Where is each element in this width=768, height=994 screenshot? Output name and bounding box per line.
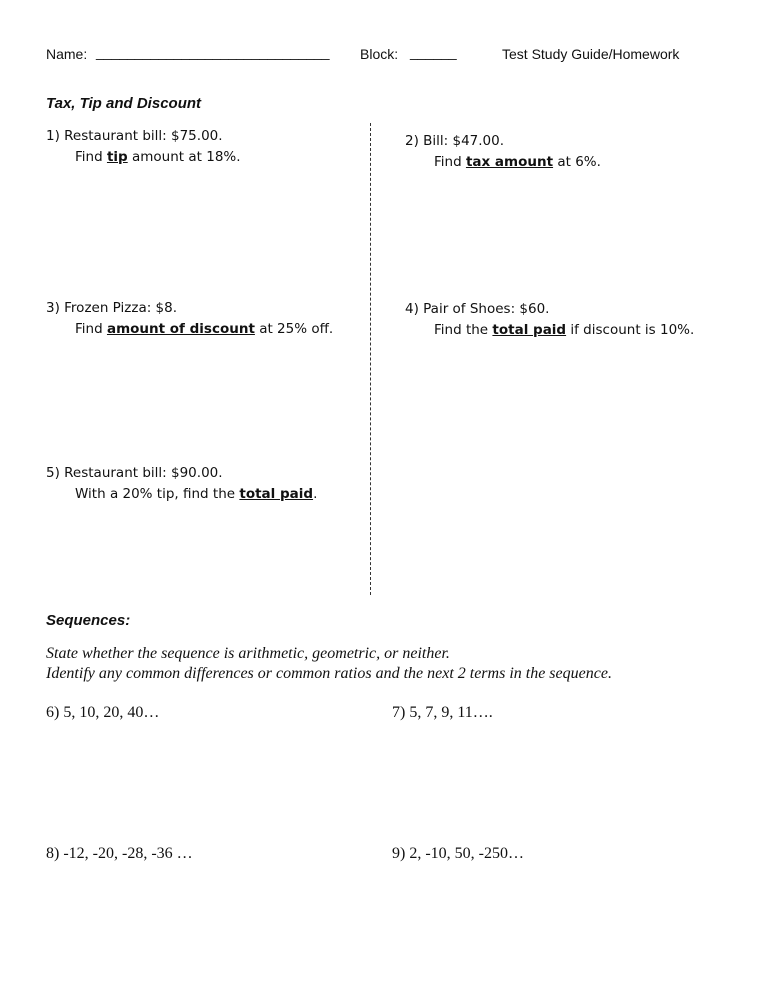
problem-5-post: .: [313, 486, 318, 502]
instruction-line-2: Identify any common differences or common ratios and the next 2 terms in the sequence.: [46, 665, 612, 682]
problem-4-post: if discount is 10%.: [566, 322, 695, 338]
name-blank[interactable]: ______________________________: [96, 44, 330, 60]
problem-7: 7) 5, 7, 9, 11….: [392, 704, 493, 721]
problem-3: [46, 298, 333, 340]
block-label: Block:: [360, 46, 399, 62]
block-blank[interactable]: ______: [410, 44, 457, 60]
problem-2-pre: Find: [434, 154, 466, 170]
problem-3-keyword: amount of discount: [106, 321, 255, 337]
problem-3-line1: 3) Frozen Pizza: $8.: [46, 300, 178, 316]
problem-5-pre: With a 20% tip, find the: [75, 486, 240, 502]
problem-5-keyword: total paid: [239, 486, 314, 502]
problem-4-pre: Find the: [434, 322, 493, 338]
problem-5: [46, 463, 317, 505]
problem-3-post: at 25% off.: [254, 321, 334, 337]
instruction-line-1: State whether the sequence is arithmetic, geometric, or neither.: [46, 645, 450, 662]
problem-1: [46, 126, 241, 168]
problem-1-post: amount at 18%.: [127, 149, 241, 165]
problem-9: 9) 2, -10, 50, -250…: [392, 845, 524, 862]
problem-2-line1: 2) Bill: $47.00.: [405, 133, 505, 149]
document-title: Test Study Guide/Homework: [502, 46, 680, 62]
problem-4-line1: 4) Pair of Shoes: $60.: [405, 301, 550, 317]
problem-1-keyword: tip: [106, 149, 128, 165]
problem-1-pre: Find: [75, 149, 107, 165]
problem-5-line1: 5) Restaurant bill: $90.00.: [46, 465, 223, 481]
name-label: Name:: [46, 46, 88, 62]
problem-6: 6) 5, 10, 20, 40…: [46, 704, 160, 721]
column-divider: [370, 123, 371, 595]
problem-1-line1: 1) Restaurant bill: $75.00.: [46, 128, 223, 144]
problem-4-keyword: total paid: [492, 322, 567, 338]
problem-4: [405, 299, 694, 341]
section-title-tax-tip-discount: Tax, Tip and Discount: [46, 95, 202, 112]
problem-2-post: at 6%.: [553, 154, 601, 170]
problem-2: [405, 131, 601, 173]
problem-2-keyword: tax amount: [465, 154, 554, 170]
problem-8: 8) -12, -20, -28, -36 …: [46, 845, 193, 862]
section-title-sequences: Sequences:: [46, 612, 131, 629]
problem-3-pre: Find: [75, 321, 107, 337]
